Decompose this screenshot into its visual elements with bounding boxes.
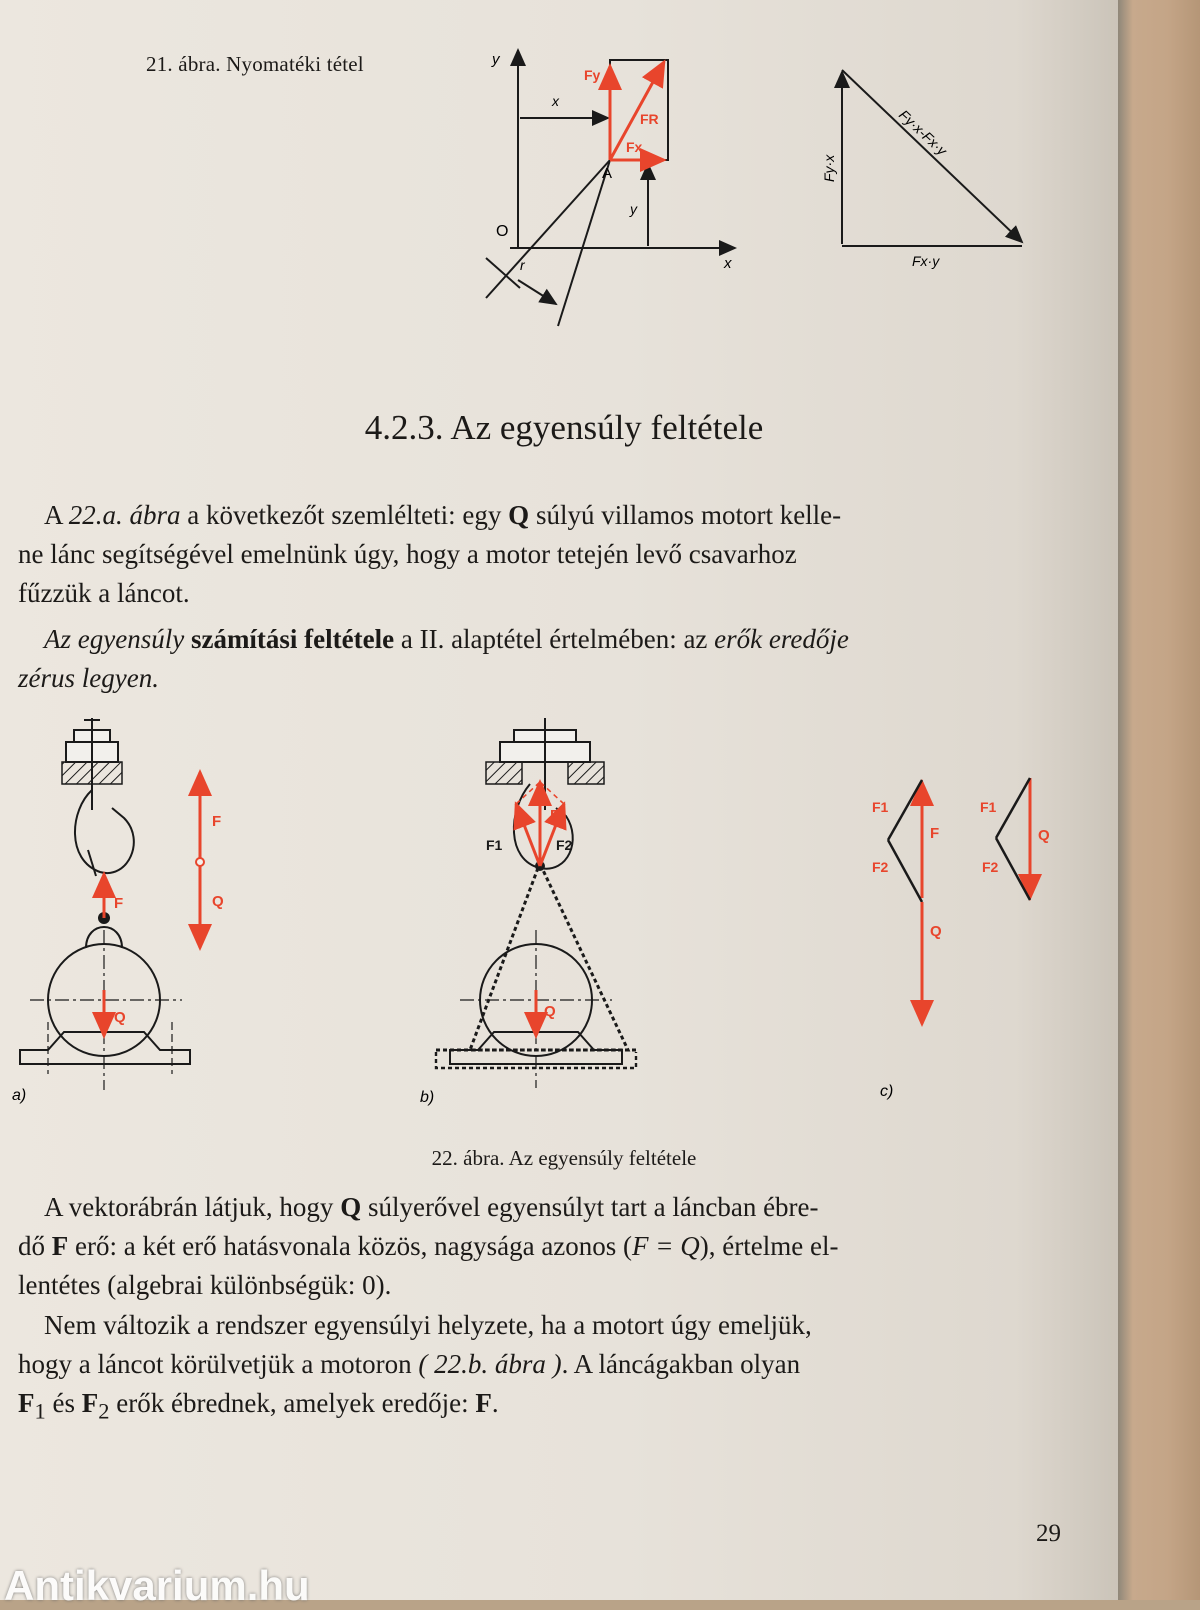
r-distance-label: r — [520, 257, 525, 273]
panel-c2-q-label: Q — [1038, 827, 1050, 844]
symbol-f: F — [18, 1388, 35, 1418]
fy-label: Fy — [584, 67, 601, 83]
section-title: 4.2.3. Az egyensúly feltétele — [364, 408, 764, 447]
symbol-f: F — [51, 1231, 69, 1261]
panel-a-drawing — [20, 718, 204, 1090]
panel-b-drawing — [436, 718, 636, 1088]
panel-c2-f1-label: F1 — [980, 799, 997, 815]
panel-b-f-label: F — [550, 807, 560, 824]
figure-reference: 22.a. ábra — [68, 500, 181, 530]
panel-c-drawing — [888, 778, 1030, 1024]
panel-a-label: a) — [12, 1087, 27, 1104]
panel-c-f-label: F — [930, 825, 940, 842]
point-a-label: A — [602, 165, 613, 182]
x-axis-label: x — [724, 255, 732, 272]
y-axis-label: y — [492, 51, 500, 68]
paragraph-4 — [18, 1306, 1052, 1430]
x-distance-label: x — [552, 93, 559, 109]
text: . A láncágakban olyan — [561, 1349, 801, 1379]
text: a II. alaptétel értelmében: az — [394, 624, 715, 654]
panel-c-q-label: Q — [930, 923, 942, 940]
paragraph-3-line-1 — [18, 1188, 1052, 1227]
panel-b-label: b) — [420, 1089, 435, 1106]
panel-a-vector-q-label: Q — [212, 893, 224, 910]
paragraph-1-line-1 — [18, 496, 1052, 535]
origin-label: O — [496, 223, 509, 240]
panel-c2-f2-label: F2 — [982, 859, 999, 875]
italic-text: Az egyensúly — [44, 624, 191, 654]
panel-a-q-label: Q — [114, 1009, 126, 1026]
paragraph-4-line-3 — [18, 1384, 1052, 1430]
panel-a-vector-f-label: F — [212, 813, 222, 830]
r-distance-line — [486, 258, 520, 288]
panel-c-f2-label: F2 — [872, 859, 889, 875]
symbol-f: F — [475, 1388, 492, 1418]
triangle-hypotenuse — [842, 70, 1022, 242]
figure-22-diagram — [0, 690, 1128, 1140]
text: és — [45, 1388, 82, 1418]
paragraph-3-line-3: lentétes (algebrai különbségük: 0). — [18, 1270, 392, 1300]
paragraph-4-line-2 — [18, 1345, 1052, 1384]
triangle-vertical-label: Fy·x — [821, 154, 837, 182]
text: ), értelme el- — [699, 1231, 839, 1261]
italic-text: erők eredője — [714, 624, 849, 654]
text: erők ébrednek, amelyek eredője: — [109, 1388, 476, 1418]
subscript: 2 — [98, 1398, 110, 1424]
line-of-action-2 — [558, 160, 613, 326]
paragraph-1 — [18, 496, 1052, 613]
panel-c-f1-label: F1 — [872, 799, 889, 815]
paragraph-4-line-1: Nem változik a rendszer egyensúlyi helyzete, ha a motort úgy emeljük, — [44, 1310, 812, 1340]
symbol-q: Q — [508, 500, 530, 530]
figure-22-caption: 22. ábra. Az egyensúly feltétele — [431, 1146, 697, 1170]
text: a következőt szemlélteti: egy — [180, 500, 509, 530]
equation: F = Q — [632, 1231, 700, 1261]
triangle-hyp-label: Fy·x-Fx·y — [895, 106, 951, 159]
symbol-f: F — [81, 1388, 99, 1418]
paragraph-1-line-3: fűzzük a láncot. — [18, 578, 190, 608]
watermark: Antikvarium.hu — [4, 1562, 310, 1609]
figure-21-diagram — [480, 36, 1060, 336]
figure-reference: ( 22.b. ábra ) — [418, 1349, 562, 1379]
page-number: 29 — [1036, 1520, 1061, 1547]
panel-b-f1-label: F1 — [486, 837, 503, 853]
fr-label: FR — [640, 111, 659, 127]
panel-b-f2-label: F2 — [556, 837, 573, 853]
text: erő: a két erő hatásvonala közös, nagysága azonos ( — [68, 1231, 633, 1261]
r-distance-arrow — [518, 280, 556, 304]
paragraph-1-line-2: ne lánc segítségével emelnünk úgy, hogy a motor tetején levő csavarhoz — [18, 539, 797, 569]
text: dő — [18, 1231, 52, 1261]
italic-text: zérus legyen. — [18, 663, 159, 693]
paragraph-3 — [18, 1188, 1052, 1305]
panel-c-label: c) — [880, 1083, 894, 1100]
text: A vektorábrán látjuk, hogy — [44, 1192, 341, 1222]
figure-21-caption: 21. ábra. Nyomatéki tétel — [146, 52, 364, 76]
text: A — [44, 500, 69, 530]
text: súlyú villamos motort kelle- — [529, 500, 842, 530]
paragraph-2-line-1 — [18, 620, 1052, 659]
panel-a-f-label: F — [114, 895, 124, 912]
paragraph-2 — [18, 620, 1052, 698]
text: hogy a láncot körülvetjük a motoron — [18, 1349, 419, 1379]
text: . — [491, 1388, 499, 1418]
paragraph-3-line-2 — [18, 1227, 1052, 1266]
symbol-q: Q — [340, 1192, 362, 1222]
fx-label: Fx — [626, 139, 643, 155]
triangle-base-label: Fx·y — [912, 253, 940, 269]
panel-b-q-label: Q — [544, 1003, 556, 1020]
text: súlyerővel egyensúlyt tart a láncban ébre- — [361, 1192, 819, 1222]
page-edge — [1118, 0, 1200, 1600]
bold-text: számítási feltétele — [190, 624, 395, 654]
y-distance-label: y — [630, 201, 637, 217]
subscript: 1 — [34, 1398, 46, 1424]
